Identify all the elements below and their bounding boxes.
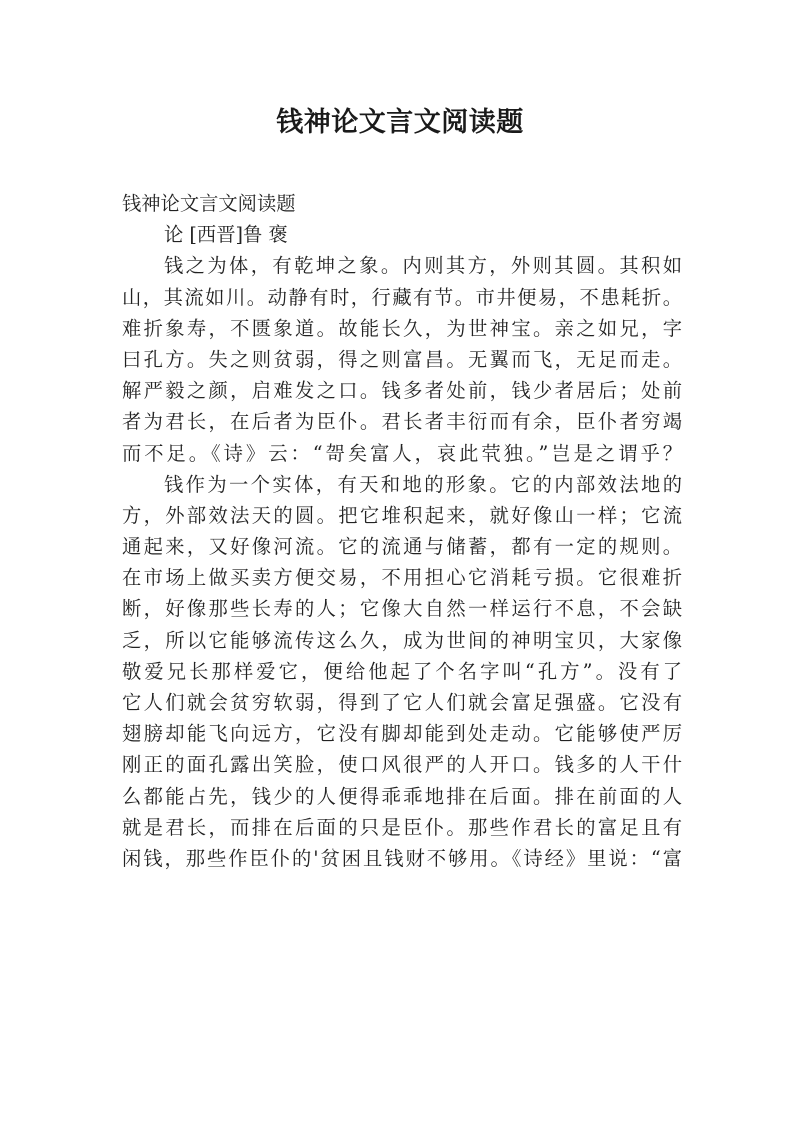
text-line: 闲钱，那些作臣仆的'贫困且钱财不够用。《诗经》里说：“富 [122, 846, 682, 870]
subtitle-line: 钱神论文言文阅读题 [122, 192, 296, 215]
text-line: 而不足。《诗》云：“哿矣富人，哀此茕独。”岂是之谓乎？ [122, 441, 682, 465]
text-line: 么都能占先，钱少的人便得乖乖地排在后面。排在前面的人 [122, 784, 682, 808]
text-line: 刚正的面孔露出笑脸，使口风很严的人开口。钱多的人干什 [122, 753, 682, 777]
text-line: 敬爱兄长那样爱它，便给他起了个名字叫“孔方”。没有了 [122, 659, 682, 683]
text-line: 在市场上做买卖方便交易，不用担心它消耗亏损。它很难折 [122, 566, 682, 590]
text-line: 通起来，又好像河流。它的流通与储蓄，都有一定的规则。 [122, 535, 682, 559]
text-line: 方，外部效法天的圆。把它堆积起来，就好像山一样；它流 [122, 503, 682, 527]
document-body [122, 188, 682, 874]
text-line: 曰孔方。失之则贫弱，得之则富昌。无翼而飞，无足而走。 [122, 347, 682, 371]
text-line: 就是君长，而排在后面的只是臣仆。那些作君长的富足且有 [122, 815, 682, 839]
text-line: 它人们就会贫穷软弱，得到了它人们就会富足强盛。它没有 [122, 691, 682, 714]
text-line: 断，好像那些长寿的人；它像大自然一样运行不息，不会缺 [122, 597, 682, 621]
text-line: 翅膀却能飞向远方，它没有脚却能到处走动。它能够使严厉 [122, 722, 682, 746]
text-line: 乏，所以它能够流传这么久，成为世间的神明宝贝，大家像 [122, 628, 682, 652]
text-line: 难折象寿，不匮象道。故能长久，为世神宝。亲之如兄，字 [122, 316, 682, 340]
page-title: 钱神论文言文阅读题 [276, 107, 524, 138]
author-line: 论 [西晋]鲁 褒 [164, 223, 288, 247]
text-line: 山，其流如川。动静有时，行藏有节。市井便易，不患耗折。 [122, 285, 682, 309]
text-line: 钱之为体，有乾坤之象。内则其方，外则其圆。其积如 [164, 254, 682, 278]
text-line: 解严毅之颜，启难发之口。钱多者处前，钱少者居后；处前 [122, 379, 682, 403]
text-line: 者为君长，在后者为臣仆。君长者丰衍而有余，臣仆者穷竭 [122, 410, 682, 434]
text-line: 钱作为一个实体，有天和地的形象。它的内部效法地的 [164, 472, 682, 496]
